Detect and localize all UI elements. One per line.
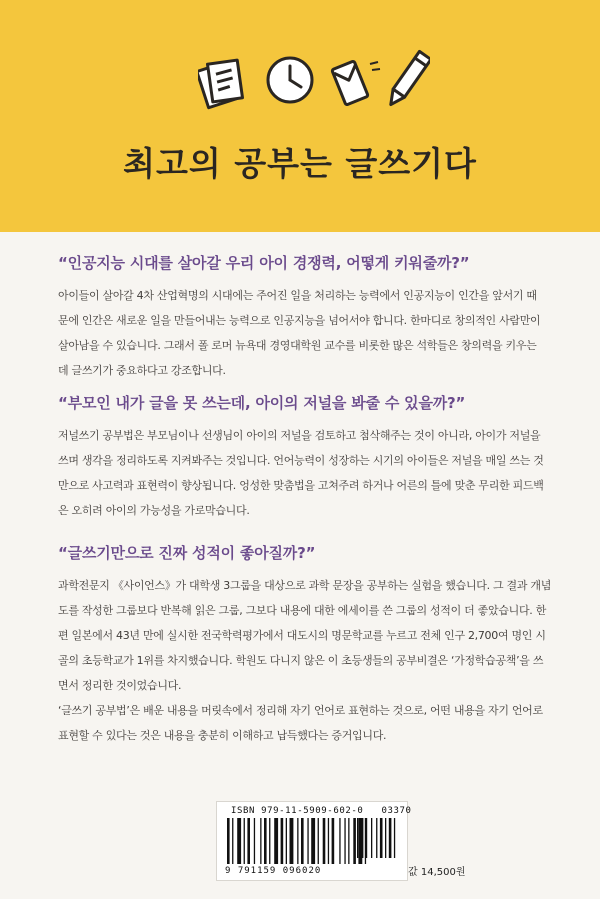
paragraph-line: 데 글쓰기가 중요하다고 강조합니다. — [58, 364, 226, 377]
top-color-band — [0, 0, 600, 232]
barcode-bar — [328, 818, 329, 864]
barcode-digits: 9 791159 096020 — [225, 866, 322, 876]
addon-bar — [380, 818, 383, 858]
paragraph-line: 만으로 사고력과 표현력이 향상됩니다. 엉성한 맞춤법을 고쳐주려 하거나 어른의 틀에 맞춘 무리한 피드백 — [58, 479, 544, 492]
envelope-icon — [332, 61, 380, 105]
section-parent-journal — [58, 392, 558, 523]
addon-bar — [394, 818, 395, 858]
barcode-bar — [348, 818, 349, 864]
barcode-bar — [323, 818, 326, 864]
addon-bar — [376, 818, 377, 858]
paragraph-line: ‘글쓰기 공부법’은 배운 내용을 머릿속에서 정리해 자기 언어로 표현하는 것으로, 어떤 내용을 자기 언어로 — [58, 704, 543, 717]
book-title: 최고의 공부는 글쓰기다 — [123, 144, 477, 183]
barcode-bar — [237, 818, 241, 864]
barcode-bar — [311, 818, 315, 864]
barcode-bar — [264, 818, 267, 864]
barcode-bar — [297, 818, 298, 864]
barcode-box — [216, 801, 412, 881]
paragraph-line: 면서 정리한 것이었습니다. — [58, 679, 182, 692]
paragraph-line: 문에 인간은 새로운 일을 만들어내는 능력으로 인공지능을 넘어서야 합니다. 한마디로 창의적인 사람만이 — [58, 314, 541, 327]
addon-bar — [357, 818, 358, 858]
paragraph-line: 도를 작성한 그룹보다 반복해 읽은 그룹, 그보다 내용에 대한 에세이를 쓴 그룹의 성적이 더 좋았습니다. 한 — [58, 604, 547, 617]
clock-icon — [268, 58, 312, 102]
papers-icon — [198, 60, 242, 108]
paragraph-line: 살아남을 수 있습니다. 그래서 폴 로머 뉴욕대 경영대학원 교수를 비롯한 많은 석학들은 창의력을 키우는 — [58, 339, 537, 352]
barcode-bar — [353, 818, 356, 864]
section-ai-era — [58, 252, 558, 383]
barcode-bar — [260, 818, 261, 864]
addon-bar — [361, 818, 364, 858]
cover-illustration — [198, 46, 430, 114]
barcode-bar — [244, 818, 245, 864]
paragraph-line: 저널쓰기 공부법은 부모님이나 선생님이 아이의 저널을 검토하고 첨삭해주는 것이 아니라, 아이가 저널을 — [58, 429, 541, 442]
barcode-bar — [232, 818, 233, 864]
paragraph-line: 표현할 수 있다는 것은 내용을 충분히 이해하고 납득했다는 증거입니다. — [58, 729, 387, 742]
paragraph-line: 은 오히려 아이의 가능성을 가로막습니다. — [58, 504, 250, 517]
barcode-bar — [339, 818, 340, 864]
addon-bar — [371, 818, 372, 858]
paragraph-line: 과학전문지 《사이언스》가 대학생 3그룹을 대상으로 과학 문장을 공부하는 실험을 했습니다. 그 결과 개념 — [58, 579, 552, 592]
section-heading: “글쓰기만으로 진짜 성적이 좋아질까?” — [58, 544, 316, 562]
addon-bar — [389, 818, 392, 858]
section-heading: “인공지능 시대를 살아갈 우리 아이 경쟁력, 어떻게 키워줄까?” — [58, 254, 470, 272]
paragraph-line: 아이들이 살아갈 4차 산업혁명의 시대에는 주어진 일을 처리하는 능력에서 인공지능이 인간을 앞서기 때 — [58, 289, 537, 302]
barcode-bar — [318, 818, 319, 864]
barcode-bar — [286, 818, 287, 864]
addon-bar — [366, 818, 367, 858]
barcode-bar — [301, 818, 304, 864]
paragraph-line: 골의 초등학교가 1위를 차지했습니다. 학원도 다니지 않은 이 초등생들의 공부비결은 ‘가정학습공책’을 쓰 — [58, 654, 544, 667]
icon-row — [198, 46, 430, 114]
barcode-bar — [281, 818, 284, 864]
isbn-number: ISBN 979-11-5909-602-0 — [231, 806, 364, 816]
price-label: 값 14,500원 — [408, 867, 466, 878]
barcode-bar — [344, 818, 345, 864]
barcode-bar — [254, 818, 255, 864]
paragraph-line: 쓰며 생각을 정리하도록 지켜봐주는 것입니다. 언어능력이 성장하는 시기의 아이들은 저널을 매일 쓰는 것 — [58, 454, 544, 467]
barcode-bar — [274, 818, 278, 864]
barcode-bar — [332, 818, 335, 864]
paragraph-line: 편 일본에서 43년 만에 실시한 전국학력평가에서 대도시의 명문학교를 누르고 전체 인구 2,700여 명인 시 — [58, 629, 546, 642]
addon-bar — [385, 818, 386, 858]
barcode-bar — [290, 818, 294, 864]
barcode-bar — [307, 818, 308, 864]
section-heading: “부모인 내가 글을 못 쓰는데, 아이의 저널을 봐줄 수 있을까?” — [58, 394, 466, 412]
barcode-bar — [227, 818, 230, 864]
barcode-bar — [247, 818, 250, 864]
barcode-bar — [269, 818, 270, 864]
section-grades — [58, 542, 558, 748]
pencil-icon — [385, 51, 430, 108]
isbn-addon: 03370 — [381, 806, 412, 816]
